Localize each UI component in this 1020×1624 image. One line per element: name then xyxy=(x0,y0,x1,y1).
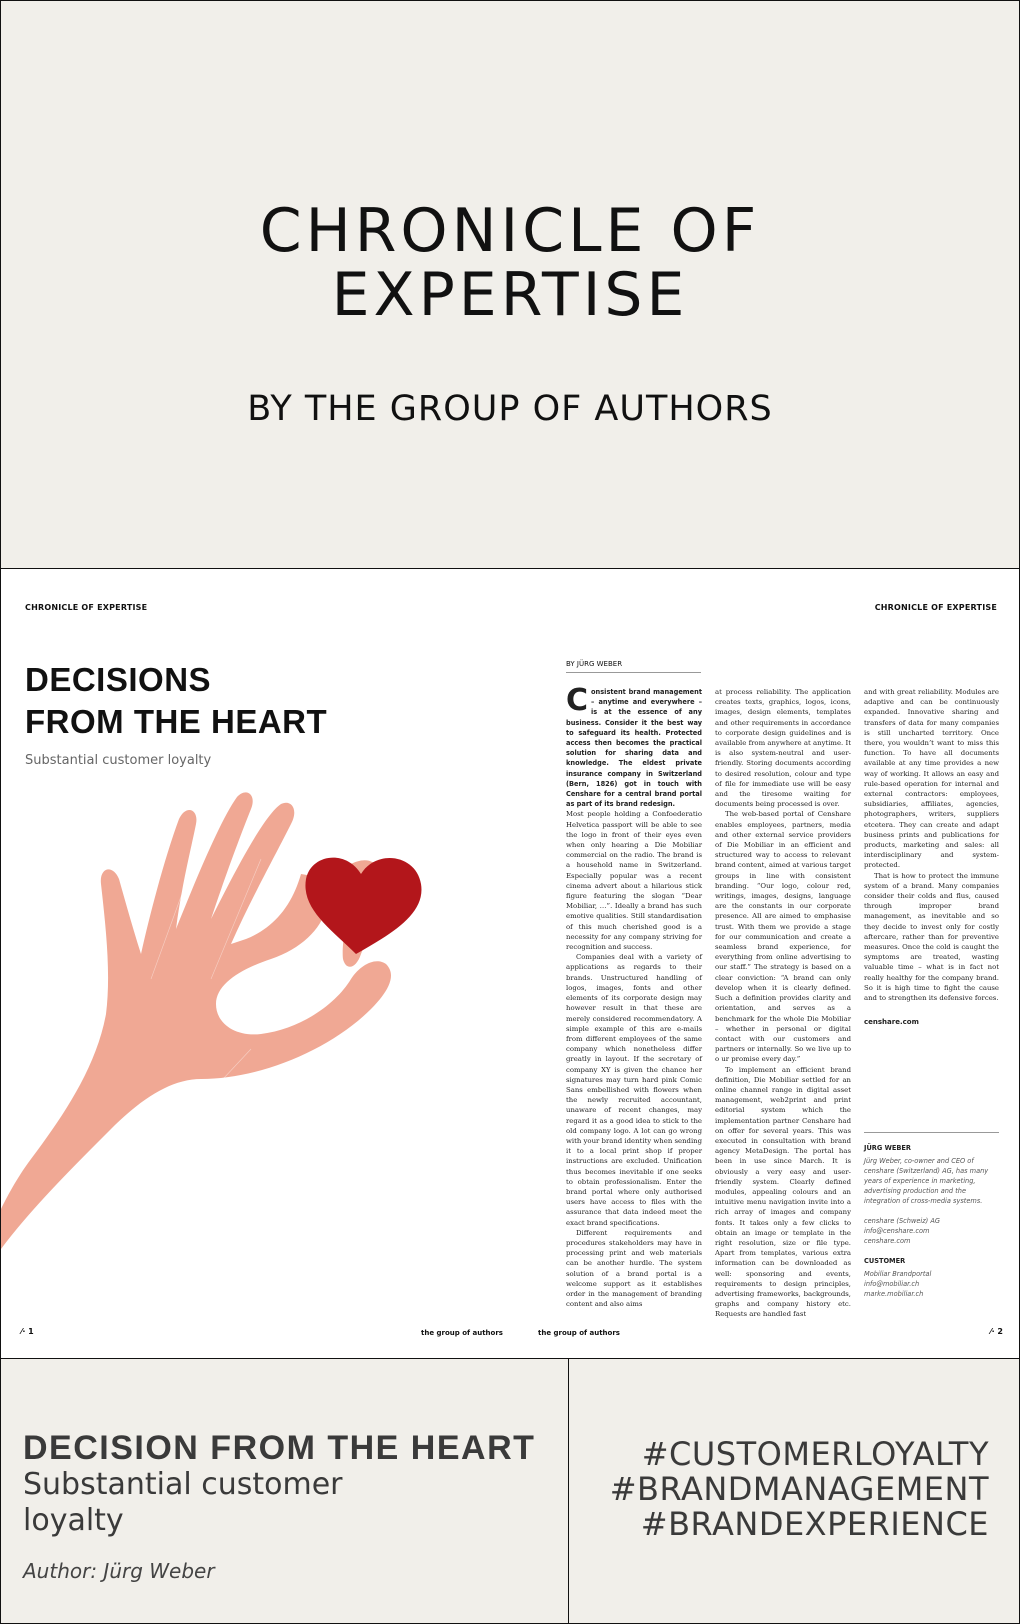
text-column-2 xyxy=(715,687,851,1319)
author-web[interactable]: censhare.com xyxy=(864,1237,911,1245)
paragraph: That is how to protect the immune system of a brand. Many companies consider their colds and flus, caused through improper brand management, as inevitable and so they decide to invest only for costly aftercare, rather than for preventive measures. Once the cold is caught the symptoms are treated, wasting valuable time – what is in fact not really healthy for the company brand. So it is high time to fight the cause and to strengthen its defensive forces. xyxy=(864,871,999,1003)
article-byline: BY JÜRG WEBER xyxy=(566,660,701,673)
author-email[interactable]: info@censhare.com xyxy=(864,1227,930,1235)
paragraph: at process reliability. The application creates texts, graphics, logos, icons, images, design elements, templates and other requirements in accordance to corporate design guidelines and is available from anywhere at anytime. It is also system-neutral and user-friendly. Storing documents according to desired resolution, colour and type of file for immediate use will be easy and the tiresome waiting for documents being processed is over. xyxy=(715,688,851,809)
customer-name: Mobiliar Brandportal xyxy=(864,1270,932,1278)
headline-line2: FROM THE HEART xyxy=(25,703,328,740)
article-info-panel xyxy=(0,1358,569,1624)
paragraph: To implement an efficient brand definition, Die Mobiliar settled for an online channel range in digital asset management, web2print and print editorial system which the implementation partner Censhare had on offer for several years. This was executed in consultation with brand agency MetaDesign. The portal has been in use since March. It is obviously a very easy and user-friendly system. Clearly defined modules, appealing colours and an intuitive menu navigation invite into a rich array of images and company fonts. It takes only a few clicks to obtain an image or template in the right resolution, size or file type. Apart from templates, various extra information can be downloaded as well: sponsoring and events, requirements to design principles, advertising frameworks, backgrounds, graphs and company history etc. Requests are handled fast xyxy=(715,1065,851,1319)
author-company: censhare (Schweiz) AG xyxy=(864,1217,940,1225)
hashtag[interactable]: #BRANDEXPERIENCE xyxy=(640,1505,989,1543)
author-bio: Jürg Weber, co-owner and CEO of censhare (Switzerland) AG, has many years of experience in marketing, advertising production and the integration of cross-media systems. xyxy=(864,1157,989,1205)
customer-heading: CUSTOMER xyxy=(864,1257,906,1265)
info-subtitle: Substantial customer loyalty xyxy=(23,1467,343,1538)
author-box xyxy=(864,1132,999,1299)
paragraph: Most people holding a Confoederatio Helvetica passport will be able to see the logo in front of their eyes even when only hearing a Die Mobiliar commercial on the radio. The brand is a household name in Switzerland. Especially popular was a recent cinema advert about a hilarious stick figure featuring the slogan “Dear Mobiliar, …”. Ideally a brand has such emotive qualities. Still standardisation of this much cherished good is a necessity for any company striving for recognition and success. xyxy=(566,810,702,952)
article-subheadline: Substantial customer loyalty xyxy=(25,753,212,768)
cover-title xyxy=(1,196,1019,330)
footer-group-left: the group of authors xyxy=(421,1329,503,1337)
info-author: Author: Jürg Weber xyxy=(23,1559,215,1583)
page-number-left: 1 xyxy=(28,1327,34,1336)
cover-title-line1: CHRONICLE OF xyxy=(259,196,761,266)
cover-panel xyxy=(0,0,1020,569)
text-column-1 xyxy=(566,683,702,1309)
paragraph: and with great reliability. Modules are adaptive and can be continuously expanded. Innovative sharing and transfers of data for many companies is still uncharted territory. Once there, you wouldn’t want to miss this function. To have all documents available at any time provides a new way of working. It allows an easy and rule-based operation for internal and external contractors: employees, subsidiaries, affiliates, agencies, photographers, writers, suppliers etcetera. They can create and adapt business prints and publications for products, marketing and sales: all interdisciplinary and system-protected. xyxy=(864,688,999,870)
cover-subtitle: BY THE GROUP OF AUTHORS xyxy=(247,389,773,429)
page-number-right: 2 xyxy=(997,1327,1003,1336)
heart-icon xyxy=(305,858,421,954)
paragraph: Different requirements and procedures stakeholders may have in processing print and web materials can be another hurdle. The system solution of a brand portal is a welcome support as it establishes order in the management of branding content and also aims xyxy=(566,1228,702,1309)
lead-text: onsistent brand management – anytime and everywhere – is at the essence of any business. Consider it the best way to safeguard its health. Protected access then becomes the practical solution for sharing data and knowledge. The eldest private insurance company in Switzerland (Bern, 1826) got in touch with Censhare for a central brand portal as part of its brand redesign. xyxy=(566,688,702,809)
hashtag[interactable]: #CUSTOMERLOYALTY xyxy=(641,1435,989,1473)
info-title: DECISION FROM THE HEART xyxy=(23,1429,536,1467)
drop-cap: C xyxy=(566,683,589,718)
footer-page-left xyxy=(21,1327,34,1336)
cover-title-line2: EXPERTISE xyxy=(331,260,689,330)
paragraph: The web-based portal of Censhare enables employees, partners, media and other external service providers of Die Mobiliar in an efficient and structured way to access to relevant brand content, aimed at various target groups in line with consistent branding. “Our logo, colour red, writings, images, designs, language are the constants in our corporate presence. All are aimed to emphasise trust. With them we provide a stage for our communication and create a seamless brand experience, for everything from online advertising to our staff.” The strategy is based on a clear conviction: “A brand can only develop when it is clearly defined. Such a definition provides clarity and orientation, and serves as a benchmark for the whole Die Mobiliar – whether in personal or digital contact with our customers and partners or internally. So we live up to o ur promise every day.” xyxy=(715,810,851,1064)
paragraph: Companies deal with a variety of applications as regards to their brands. Unstructured handling of logos, images, fonts and other elements of its corporate design may however result in that these are merely considered recommendatory. A simple example of this are e-mails from different employees of the same company which nonetheless differ greatly in layout. If the secretary of company XY is given the chance her signatures may turn hard pink Comic Sans embellished with flowers when the newly recruited accountant, unaware of recent changes, may regard it as a good idea to stick to the old company logo. A lot can go wrong with your brand identity when sending it to a local print shop if proper instructions are excluded. Unification thus becomes inevitable if one seeks to obtain professionalism. Enter the brand portal where only authorised users have access to files with the assurance that data indeed meet the exact brand specifications. xyxy=(566,953,702,1227)
publisher-logo-icon: ⁄· xyxy=(21,1327,26,1336)
hashtag-list xyxy=(610,1437,989,1542)
customer-email[interactable]: info@mobiliar.ch xyxy=(864,1280,920,1288)
author-heading: JÜRG WEBER xyxy=(864,1144,911,1152)
footer-page-right xyxy=(990,1327,1003,1336)
article-lead xyxy=(566,683,702,809)
publisher-logo-icon: ⁄· xyxy=(990,1327,995,1336)
hand-illustration xyxy=(1,779,461,1324)
running-head-right: CHRONICLE OF EXPERTISE xyxy=(874,603,997,612)
headline-line1: DECISIONS xyxy=(25,661,212,698)
footer-group-right: the group of authors xyxy=(538,1329,620,1337)
censhare-link[interactable]: censhare.com xyxy=(864,1018,919,1027)
running-head-left: CHRONICLE OF EXPERTISE xyxy=(25,603,148,612)
customer-web[interactable]: marke.mobiliar.ch xyxy=(864,1290,924,1298)
article-headline xyxy=(25,659,327,743)
tags-panel xyxy=(568,1358,1020,1624)
magazine-spread xyxy=(0,568,1020,1359)
hashtag[interactable]: #BRANDMANAGEMENT xyxy=(609,1470,989,1508)
